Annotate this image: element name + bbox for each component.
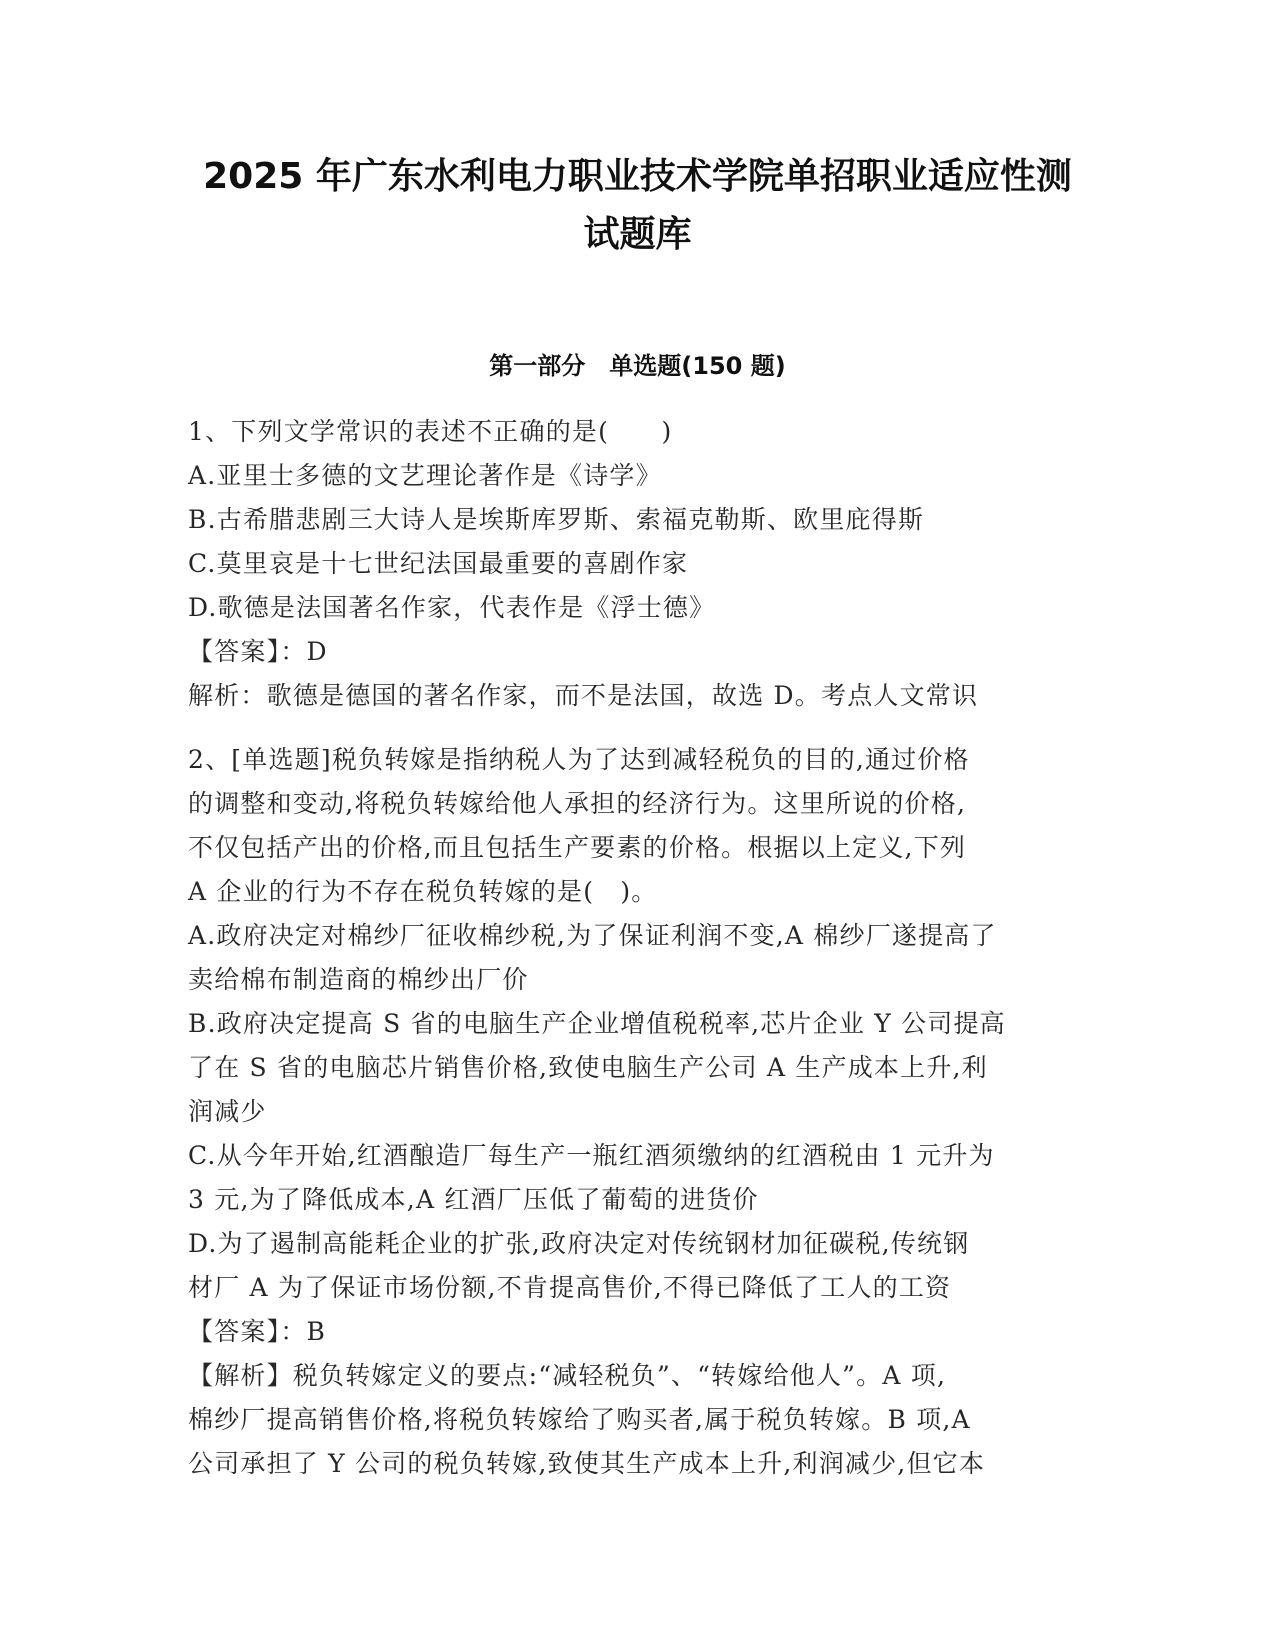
question-2 — [188, 738, 1088, 1486]
document-body — [188, 410, 1088, 1486]
document-title-line-1: 2025 年广东水利电力职业技术学院单招职业适应性测 — [203, 156, 1072, 197]
option-b-continued: 了在 S 省的电脑芯片销售价格,致使电脑生产公司 A 生产成本上升,利 — [188, 1053, 988, 1082]
question-stem-line: A 企业的行为不存在税负转嫁的是( )。 — [188, 877, 658, 906]
question-stem-line: 的调整和变动,将税负转嫁给他人承担的经济行为。这里所说的价格, — [188, 789, 967, 818]
question-stem-line: 2、[单选题]税负转嫁是指纳税人为了达到减轻税负的目的,通过价格 — [188, 745, 970, 774]
question-stem-line: 不仅包括产出的价格,而且包括生产要素的价格。根据以上定义,下列 — [188, 833, 967, 862]
option-b: B.政府决定提高 S 省的电脑生产企业增值税税率,芯片企业 Y 公司提高 — [188, 1009, 1006, 1038]
question-1 — [188, 410, 1088, 718]
document-title-line-2: 试题库 — [583, 214, 692, 255]
option-d-continued: 材厂 A 为了保证市场份额,不肯提高售价,不得已降低了工人的工资 — [188, 1273, 952, 1302]
option-c-continued: 3 元,为了降低成本,A 红酒厂压低了葡萄的进货价 — [188, 1185, 759, 1214]
analysis-line: 棉纱厂提高销售价格,将税负转嫁给了购买者,属于税负转嫁。B 项,A — [188, 1405, 971, 1434]
answer-label: 【答案】 — [188, 637, 281, 666]
answer-value: ：B — [280, 1317, 327, 1346]
option-c: C.从今年开始,红酒酿造厂每生产一瓶红酒须缴纳的红酒税由 1 元升为 — [188, 1141, 995, 1170]
analysis-line: 解析：歌德是德国的著名作家，而不是法国，故选 D。考点人文常识 — [188, 681, 979, 710]
option-b-continued: 润减少 — [188, 1097, 267, 1126]
analysis-line: 【解析】税负转嫁定义的要点:“减轻税负”、“转嫁给他人”。A 项, — [188, 1361, 947, 1390]
answer-value: ：D — [280, 637, 328, 666]
answer-line — [188, 1310, 1088, 1354]
analysis-line: 公司承担了 Y 公司的税负转嫁,致使其生产成本上升,利润减少,但它本 — [188, 1449, 986, 1478]
option-b: B.古希腊悲剧三大诗人是埃斯库罗斯、索福克勒斯、欧里庇得斯 — [188, 505, 925, 534]
option-a-continued: 卖给棉布制造商的棉纱出厂价 — [188, 965, 529, 994]
answer-line — [188, 630, 1088, 674]
option-a: A.亚里士多德的文艺理论著作是《诗学》 — [188, 461, 662, 490]
question-stem-line: 1、下列文学常识的表述不正确的是( ) — [188, 417, 673, 446]
question-spacer — [188, 718, 1088, 738]
option-d: D.为了遏制高能耗企业的扩张,政府决定对传统钢材加征碳税,传统钢 — [188, 1229, 970, 1258]
document-title — [150, 148, 1125, 264]
section-title: 第一部分 单选题(150 题) — [489, 352, 786, 380]
option-c: C.莫里哀是十七世纪法国最重要的喜剧作家 — [188, 549, 689, 578]
option-d: D.歌德是法国著名作家，代表作是《浮士德》 — [188, 593, 716, 622]
answer-label: 【答案】 — [188, 1317, 281, 1346]
option-a: A.政府决定对棉纱厂征收棉纱税,为了保证利润不变,A 棉纱厂遂提高了 — [188, 921, 997, 950]
